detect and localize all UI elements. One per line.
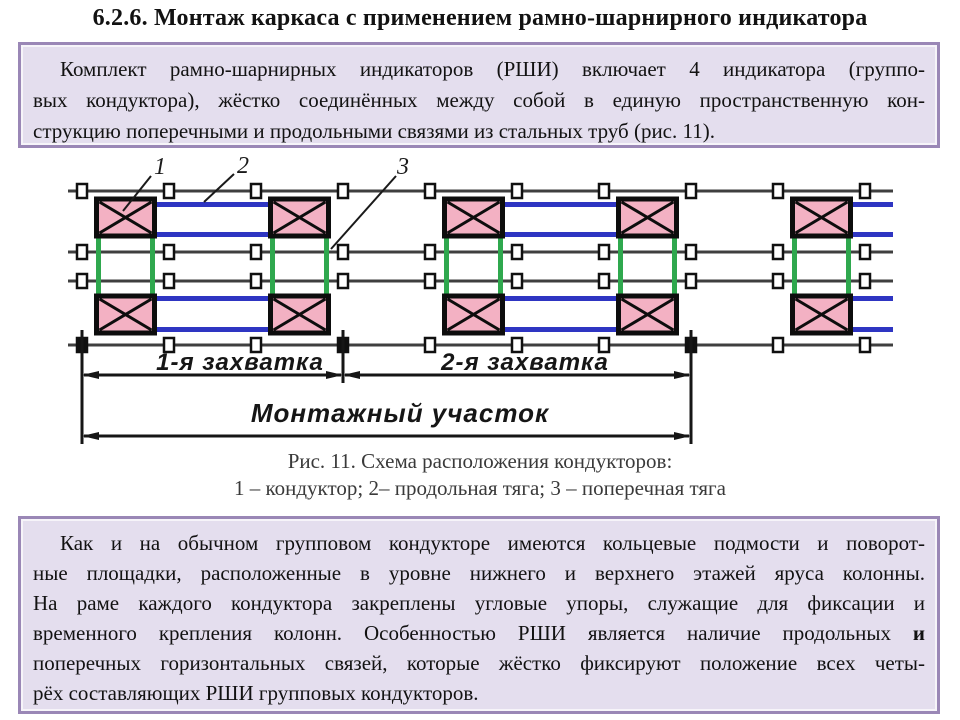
longitudinal-rod-line — [154, 202, 271, 207]
axis-marker — [425, 245, 435, 259]
axis-marker — [251, 274, 261, 288]
axis-marker — [686, 274, 696, 288]
longitudinal-rod-line — [154, 232, 271, 237]
dimension-label: 1-я захватка — [156, 349, 324, 376]
dimension-arrowhead — [82, 432, 99, 440]
longitudinal-rod-line — [502, 232, 619, 237]
axis-marker — [686, 245, 696, 259]
transverse-rod-line — [150, 236, 155, 296]
axis-marker — [773, 184, 783, 198]
axis-marker — [512, 184, 522, 198]
axis-marker — [77, 274, 87, 288]
axis-marker — [512, 245, 522, 259]
longitudinal-rod-line — [502, 327, 619, 332]
longitudinal-rod-line — [850, 232, 893, 237]
dimension-arrowhead — [326, 371, 343, 379]
paragraph-line: На раме каждого кондуктора закреплены угловые упоры, служащие для фиксации и — [33, 591, 925, 615]
figure-item-number: 2 — [237, 153, 249, 179]
axis-marker — [338, 184, 348, 198]
transverse-rod-line — [618, 236, 623, 296]
dimension-label: Монтажный участок — [250, 398, 550, 428]
figure-caption-title: Рис. 11. Схема расположения кондукторов: — [287, 449, 673, 473]
axis-marker — [686, 184, 696, 198]
axis-marker — [338, 274, 348, 288]
dimension-arrowhead — [674, 432, 691, 440]
intro-text-box — [18, 42, 940, 148]
figure-caption-legend: 1 – кондуктор; 2– продольная тяга; 3 – поперечная тяга — [234, 476, 726, 500]
axis-marker — [425, 184, 435, 198]
paragraph-line: ные площадки, расположенные в уровне нижнего и верхнего этажей яруса колонны. — [33, 561, 925, 585]
dimension-arrowhead — [674, 371, 691, 379]
longitudinal-rod-line — [154, 327, 271, 332]
axis-marker — [77, 245, 87, 259]
axis-marker — [860, 338, 870, 352]
axis-marker — [599, 274, 609, 288]
paragraph-line: Как и на обычном групповом кондукторе имеются кольцевые подмости и поворот- — [60, 531, 925, 555]
axis-marker — [164, 245, 174, 259]
conductor-layout-figure — [0, 148, 960, 448]
transverse-rod-line — [96, 236, 101, 296]
paragraph-line: вых кондуктора), жёстко соединённых между собой в единую пространственную кон- — [33, 88, 925, 112]
figure-item-number: 1 — [154, 154, 166, 180]
longitudinal-rod-line — [154, 296, 271, 301]
axis-marker — [338, 245, 348, 259]
axis-marker — [425, 274, 435, 288]
axis-marker — [77, 184, 87, 198]
body-text-box — [18, 516, 940, 714]
axis-marker — [773, 274, 783, 288]
axis-marker — [512, 274, 522, 288]
axis-marker — [425, 338, 435, 352]
transverse-rod-line — [324, 236, 329, 296]
axis-marker — [860, 184, 870, 198]
axis-marker — [164, 184, 174, 198]
leader-line — [204, 174, 234, 202]
paragraph-line: Комплект рамно-шарнирных индикаторов (РШИ) включает 4 индикатора (группо- — [60, 57, 925, 81]
figure-drawing — [0, 148, 960, 448]
longitudinal-rod-line — [850, 202, 893, 207]
axis-marker — [599, 245, 609, 259]
longitudinal-rod-line — [502, 296, 619, 301]
axis-marker — [251, 184, 261, 198]
axis-marker — [164, 274, 174, 288]
paragraph-line: поперечных горизонтальных связей, которые жёстко фиксируют положение всех четы- — [33, 651, 925, 675]
longitudinal-rod-line — [850, 327, 893, 332]
transverse-rod-line — [270, 236, 275, 296]
paragraph-line: рёх составляющих РШИ групповых кондукторов. — [33, 681, 479, 705]
dimension-arrowhead — [343, 371, 360, 379]
longitudinal-rod-line — [850, 296, 893, 301]
longitudinal-rod-line — [502, 202, 619, 207]
page-title: 6.2.6. Монтаж каркаса с применением рамно-шарнирного индикатора — [92, 5, 868, 31]
transverse-rod-line — [846, 236, 851, 296]
axis-marker — [599, 184, 609, 198]
dimension-label: 2-я захватка — [441, 349, 609, 376]
paragraph-line: струкцию поперечными и продольными связями из стальных труб (рис. 11). — [33, 119, 715, 143]
axis-marker — [251, 245, 261, 259]
transverse-rod-line — [444, 236, 449, 296]
figure-item-number: 3 — [397, 154, 409, 180]
transverse-rod-line — [498, 236, 503, 296]
axis-marker — [773, 338, 783, 352]
figure-caption — [0, 448, 960, 502]
axis-marker — [860, 274, 870, 288]
paragraph-line: временного крепления колонн. Особенностью РШИ является наличие продольных и — [33, 621, 925, 645]
axis-marker — [860, 245, 870, 259]
transverse-rod-line — [672, 236, 677, 296]
transverse-rod-line — [792, 236, 797, 296]
dimension-arrowhead — [82, 371, 99, 379]
axis-marker — [773, 245, 783, 259]
